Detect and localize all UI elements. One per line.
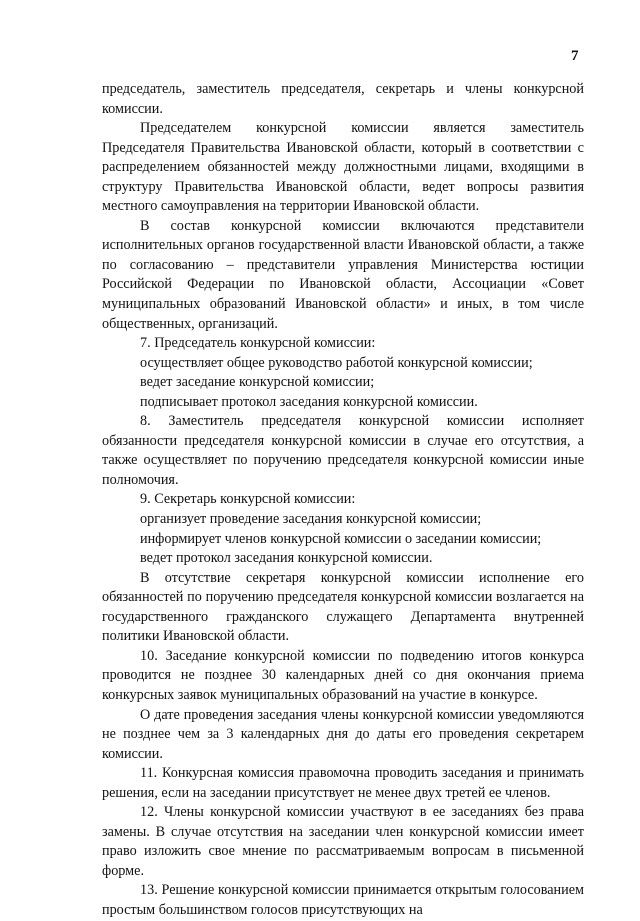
page-number: 7 <box>571 48 579 64</box>
paragraph-item-10: 10. Заседание конкурсной комиссии по подведению итогов конкурса проводится не позднее 30 календарных дней со дня окончания приема конкурсных заявок муниципальных образований на участие в конкурсе. <box>102 647 584 703</box>
paragraph-commission-composition: председатель, заместитель председателя, секретарь и члены конкурсной комиссии. <box>102 81 584 117</box>
paragraph-item-9-duty-3: ведет протокол заседания конкурсной комиссии. <box>140 550 433 567</box>
paragraph-commission-members: В состав конкурсной комиссии включаются представители исполнительных органов государственной власти Ивановской области, а также по согласованию – представители управления Министерства юстиции Российской Федерации по Ивановской области, Ассоциации «Совет муниципальных образований Ивановской области» и иных, в том числе общественных, организаций. <box>102 217 584 332</box>
paragraph-item-7-heading: 7. Председатель конкурсной комиссии: <box>140 335 376 352</box>
paragraph-item-11: 11. Конкурсная комиссия правомочна проводить заседания и принимать решения, если на заседании присутствует не менее двух третей ее членов. <box>102 765 584 801</box>
paragraph-item-7-duty-3: подписывает протокол заседания конкурсной комиссии. <box>140 393 478 410</box>
paragraph-item-9-duty-1: организует проведение заседания конкурсной комиссии; <box>140 511 482 528</box>
paragraph-secretary-absence: В отсутствие секретаря конкурсной комиссии исполнение его обязанностей по поручению председателя конкурсной комиссии возлагается на государственного гражданского служащего Департамента внутренней политики Ивановской области. <box>102 569 584 645</box>
paragraph-item-9-heading: 9. Секретарь конкурсной комиссии: <box>140 491 356 508</box>
paragraph-item-9-duty-2: информирует членов конкурсной комиссии о заседании комиссии; <box>140 530 542 547</box>
paragraph-chairman-definition: Председателем конкурсной комиссии является заместитель Председателя Правительства Ивановской области, который в соответствии с распределением обязанностей между должностными лицами, входящими в структуру Правительства Ивановской области, ведет вопросы развития местного самоуправления на территории Ивановской области. <box>102 120 584 215</box>
document-body <box>102 80 584 921</box>
paragraph-item-8: 8. Заместитель председателя конкурсной комиссии исполняет обязанности председателя конкурсной комиссии в случае его отсутствия, а также осуществляет по поручению председателя конкурсной комиссии иные полномочия. <box>102 413 584 488</box>
paragraph-item-7-duty-1: осуществляет общее руководство работой конкурсной комиссии; <box>140 354 533 371</box>
paragraph-item-7-duty-2: ведет заседание конкурсной комиссии; <box>140 374 375 391</box>
paragraph-item-13: 13. Решение конкурсной комиссии принимается открытым голосованием простым большинством голосов присутствующих на <box>102 882 584 918</box>
paragraph-item-12: 12. Члены конкурсной комиссии участвуют в ее заседаниях без права замены. В случае отсутствия на заседании член конкурсной комиссии имеет право изложить свое мнение по рассматриваемым вопросам в письменной форме. <box>102 804 584 879</box>
paragraph-meeting-notice: О дате проведения заседания члены конкурсной комиссии уведомляются не позднее чем за 3 календарных дня до даты его проведения секретарем комиссии. <box>102 706 584 762</box>
